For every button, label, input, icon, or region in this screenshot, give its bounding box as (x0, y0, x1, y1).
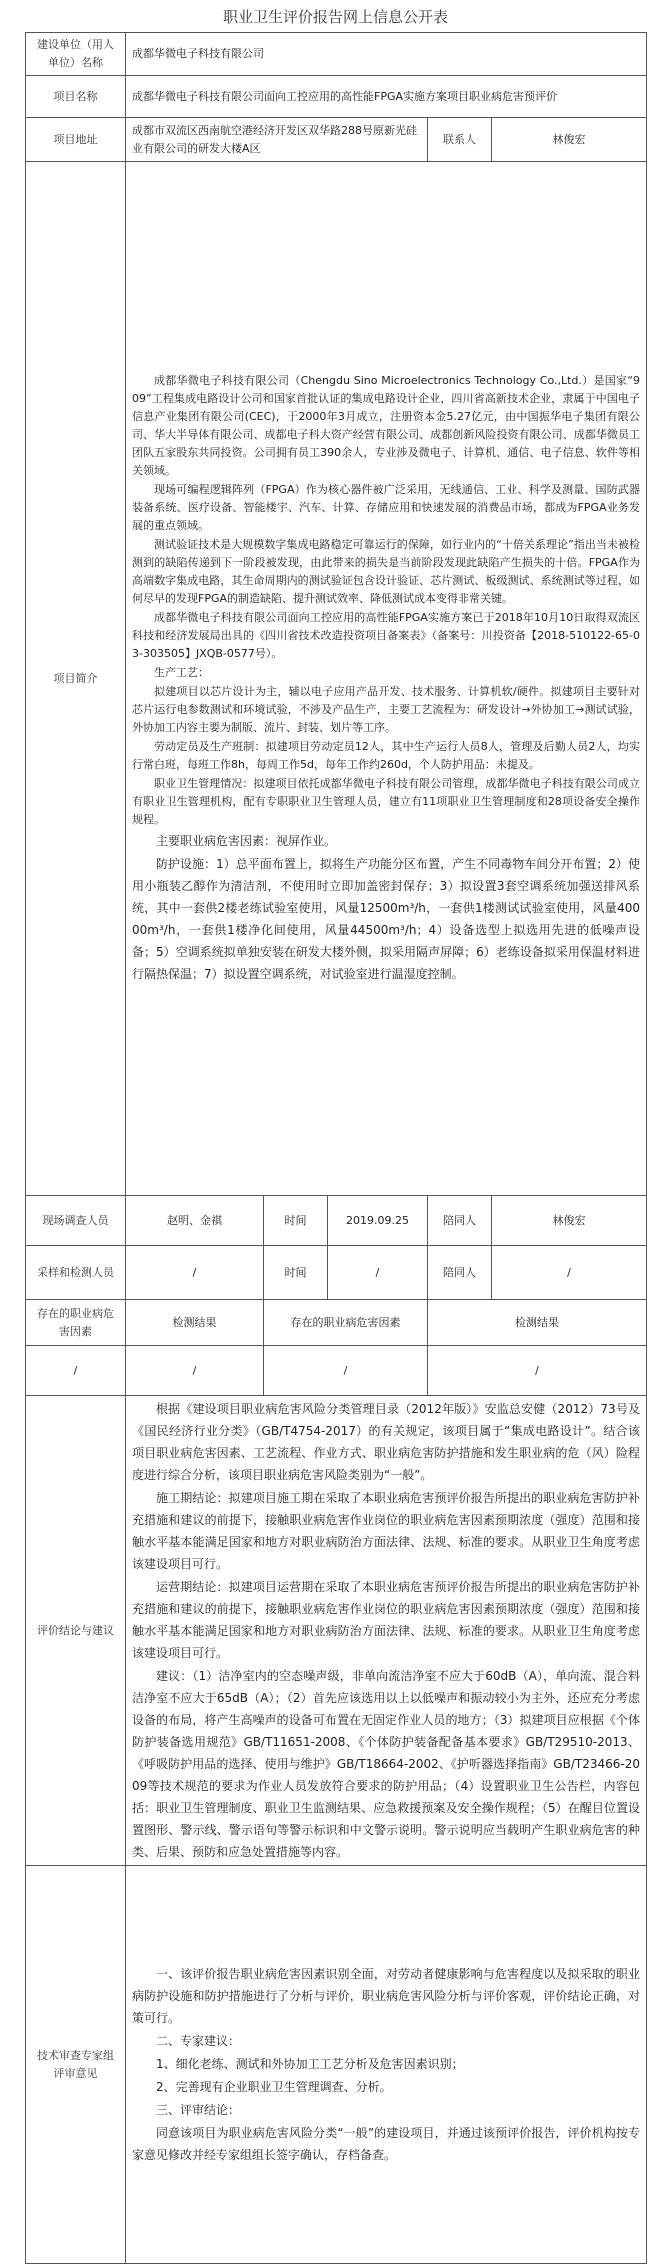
row-intro (26, 162, 647, 1196)
intro-paragraph: 劳动定员及生产班制：拟建项目劳动定员12人，其中生产运行人员8人，管理及后勤人员2人，均实行常白班，每班工作8h，每周工作5d，每年工作约260d，个人防护用品：未提及。 (132, 740, 640, 771)
conclusion-label: 评价结论与建议 (26, 1396, 126, 1866)
review-paragraph: 1、细化老练、测试和外协加工工艺分析及危害因素识别； (156, 2057, 464, 2071)
intro-paragraph: 成都华微电子科技有限公司面向工控应用的高性能FPGA实施方案已于2018年10月10日取得双流区科技和经济发展局出具的《四川省技术改造投资项目备案表》（备案号：川投资备【2018-510122-65-03-303505】JXQB-0577号）。 (132, 611, 640, 660)
review-paragraph: 2、完善现有企业职业卫生管理调查、分析。 (156, 2080, 392, 2094)
org-value: 成都华微电子科技有限公司 (126, 33, 647, 76)
intro-paragraph: 防护设施：1）总平面布置上，拟将生产功能分区布置，产生不同毒物车间分开布置；2）使用小瓶装乙醇作为清洁剂，不使用时立即加盖密封保存；3）拟设置3套空调系统加强送排风系统，其中一套供2楼老练试验室使用，风量12500m³/h，一套供1楼测试试验室使用，风量40000m³/h，一套供1楼净化间使用，风量44500m³/h；4）设备选型上拟选用先进的低噪声设备；5）空调系统拟单独安装在研发大楼外侧，拟采用隔声屏障；6）老练设备拟采用保温材料进行隔热保温；7）拟设置空调系统，对试验室进行温湿度控制。 (132, 857, 640, 981)
conclusion-paragraph: 建议：（1）洁净室内的空态噪声级，非单向流洁净室不应大于60dB（A），单向流、混合料洁净室不应大于65dB（A）；（2）首先应该选用以上以低噪声和振动较小为主外，还应充分考虑设备的布局，将产生高噪声的设备可布置在无固定作业人员的地方；（3）拟建项目应根据《个体防护装备选用规范》GB/T11651-2008、《个体防护装备配备基本要求》GB/T29510-2013、《呼吸防护用品的选择、使用与维护》GB/T18664-2002、《护听器选择指南》GB/T23466-2009等技术规范的要求为作业人员发放符合要求的防护用品；（4）设置职业卫生公告栏，内容包括：职业卫生管理制度、职业卫生监测结果、应急救援预案及安全操作规程；（5）在醒目位置设置图形、警示线、警示语句等警示标识和中文警示说明。警示说明应当载明产生职业病危害的种类、后果、预防和应急处置措施等内容。 (132, 1669, 640, 1859)
hazard-label: 存在的职业病危害因素 (26, 1300, 126, 1346)
time-label: 时间 (264, 1196, 328, 1246)
row-sampling (26, 1246, 647, 1300)
result-value-2: / (428, 1346, 647, 1396)
survey-label: 现场调查人员 (26, 1196, 126, 1246)
sampling-time-label: 时间 (264, 1246, 328, 1300)
sampling-time-value: / (328, 1246, 428, 1300)
accomp-label: 陪同人 (428, 1196, 492, 1246)
address-value: 成都市双流区西南航空港经济开发区双华路288号原新光硅业有限公司的研发大楼A区 (126, 118, 428, 162)
sampling-accomp-label: 陪同人 (428, 1246, 492, 1300)
review-paragraph: 三、评审结论： (156, 2103, 241, 2117)
project-value: 成都华微电子科技有限公司面向工控应用的高性能FPGA实施方案项目职业病危害预评价 (126, 76, 647, 118)
review-content (126, 1866, 647, 2264)
sampling-value: / (126, 1246, 264, 1300)
result-label: 检测结果 (126, 1300, 264, 1346)
project-label: 项目名称 (26, 76, 126, 118)
hazard-value-2: / (264, 1346, 428, 1396)
row-project (26, 76, 647, 118)
hazard-label-2: 存在的职业病危害因素 (264, 1300, 428, 1346)
survey-value: 赵明、金祺 (126, 1196, 264, 1246)
accomp-value: 林俊宏 (492, 1196, 647, 1246)
review-label: 技术审查专家组评审意见 (26, 1866, 126, 2264)
intro-paragraph: 主要职业病危害因素：视屏作业。 (156, 834, 337, 848)
intro-paragraph: 成都华微电子科技有限公司（Chengdu Sino Microelectronics Technology Co.,Ltd.）是国家“909”工程集成电路设计公司和国家首批认证的集成电路设计企业，四川省高新技术企业，隶属于中国电子信息产业集团有限公司(CEC)，于2000年3月成立，注册资本金5.27亿元，由中国振华电子集团有限公司、华大半导体有限公司、成都电子科大资产经营有限公司、成都创新风险投资有限公司、成都华微员工团队五家股东共同投资。公司拥有员工390余人，专业涉及微电子、计算机、通信、电子信息、软件等相关领域。 (132, 374, 640, 477)
intro-paragraph: 现场可编程逻辑阵列（FPGA）作为核心器件被广泛采用，无线通信、工业、科学及测量、国防武器装备系统、医疗设备、智能楼宇、汽车、计算、存储应用和快速发展的消费品市场，都成为FPGA业务发展的重点领域。 (132, 483, 640, 532)
row-hazard-values (26, 1346, 647, 1396)
address-label: 项目地址 (26, 118, 126, 162)
row-org (26, 33, 647, 76)
intro-paragraph: 生产工艺： (154, 666, 209, 679)
conclusion-content (126, 1396, 647, 1866)
contact-label: 联系人 (428, 118, 492, 162)
intro-paragraph: 职业卫生管理情况：拟建项目依托成都华微电子科技有限公司管理，成都华微电子科技有限公司成立有职业卫生管理机构，配有专职职业卫生管理人员，建立有11项职业卫生管理制度和28项设备安全操作规程。 (132, 777, 640, 826)
row-hazard-header (26, 1300, 647, 1346)
result-value: / (126, 1346, 264, 1396)
intro-content (126, 162, 647, 1196)
conclusion-paragraph: 根据《建设项目职业病危害风险分类管理目录（2012年版）》安监总安健（2012）73号及《国民经济行业分类》（GB/T4754-2017）的有关规定，该项目属于“集成电路设计”。结合该项目职业病危害因素、工艺流程、作业方式、职业病危害防护措施和发生职业病的危（风）险程度进行综合分析，该项目职业病危害风险类别为“一般”。 (132, 1402, 640, 1482)
row-survey (26, 1196, 647, 1246)
org-label: 建设单位（用人单位）名称 (26, 33, 126, 76)
sampling-accomp-value: / (492, 1246, 647, 1300)
review-paragraph: 二、专家建议： (156, 2034, 241, 2048)
time-value: 2019.09.25 (328, 1196, 428, 1246)
review-paragraph: 同意该项目为职业病危害风险分类“一般”的建设项目，并通过该预评价报告，评价机构按专家意见修改并经专家组组长签字确认，存档备查。 (132, 2126, 640, 2162)
intro-label: 项目简介 (26, 162, 126, 1196)
hazard-value: / (26, 1346, 126, 1396)
page-title: 职业卫生评价报告网上信息公开表 (222, 8, 448, 26)
conclusion-paragraph: 运营期结论：拟建项目运营期在采取了本职业病危害预评价报告所提出的职业病危害防护补充措施和建议的前提下，接触职业病危害作业岗位的职业病危害因素预期浓度（强度）范围和接触水平基本能满足国家和地方对职业病防治方面法律、法规、标准的要求。从职业卫生角度考虑该建设项目可行。 (132, 1580, 640, 1660)
intro-paragraph: 拟建项目以芯片设计为主，辅以电子应用产品开发、技术服务、计算机软/硬件。拟建项目主要针对芯片运行电参数测试和环境试验，不涉及产品生产，主要工艺流程为：研发设计→外协加工→测试试验，外协加工内容主要为制版、流片、封装、划片等工序。 (132, 685, 640, 734)
row-conclusion (26, 1396, 647, 1866)
result-label-2: 检测结果 (428, 1300, 647, 1346)
info-table (25, 32, 647, 2264)
row-review (26, 1866, 647, 2264)
sampling-label: 采样和检测人员 (26, 1246, 126, 1300)
row-address (26, 118, 647, 162)
contact-value: 林俊宏 (492, 118, 647, 162)
conclusion-paragraph: 施工期结论：拟建项目施工期在采取了本职业病危害预评价报告所提出的职业病危害防护补充措施和建议的前提下，接触职业病危害作业岗位的职业病危害因素预期浓度（强度）范围和接触水平基本能满足国家和地方对职业病防治方面法律、法规、标准的要求。从职业卫生角度考虑该建设项目可行。 (132, 1491, 640, 1571)
review-paragraph: 一、该评价报告职业病危害因素识别全面，对劳动者健康影响与危害程度以及拟采取的职业病防护设施和防护措施进行了分析与评价，职业病危害风险分析与评价客观，评价结论正确，对策可行。 (132, 1967, 640, 2025)
intro-paragraph: 测试验证技术是大规模数字集成电路稳定可靠运行的保障，如行业内的“十倍关系理论”指出当未被检测到的缺陷传递到下一阶段被发现，由此带来的损失是当前阶段发现此缺陷产生损失的十倍。FPGA作为高端数字集成电路，其生命周期内的测试验证包含设计验证、芯片测试、板级测试、系统测试等过程，如何尽早的发现FPGA的制造缺陷、提升测试效率、降低测试成本变得非常关键。 (132, 538, 640, 605)
